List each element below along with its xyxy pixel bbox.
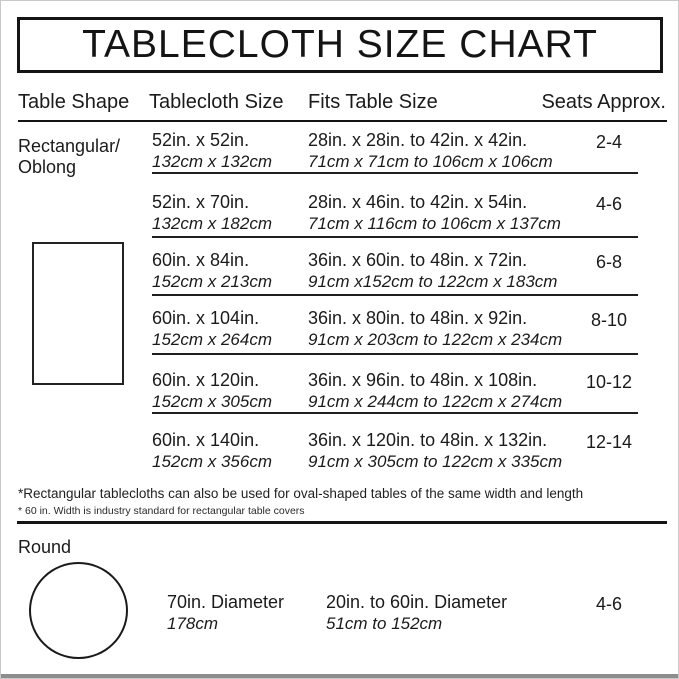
size-inches: 60in. x 140in. bbox=[152, 430, 260, 450]
row-separator bbox=[152, 353, 638, 355]
row-separator bbox=[152, 294, 638, 296]
row-separator bbox=[152, 412, 638, 414]
seats-cell: 12-14 bbox=[585, 432, 633, 452]
fits-cm: 91cm x 305cm to 122cm x 335cm bbox=[308, 452, 563, 471]
fits-inches: 36in. x 60in. to 48in. x 72in. bbox=[308, 250, 528, 270]
size-inches: 60in. x 84in. bbox=[152, 250, 250, 270]
tablecloth-size-cell bbox=[152, 431, 272, 471]
size-inches: 60in. x 120in. bbox=[152, 370, 260, 390]
seats-cell: 10-12 bbox=[585, 372, 633, 392]
fits-inches: 36in. x 96in. to 48in. x 108in. bbox=[308, 370, 538, 390]
fits-cm: 71cm x 116cm to 106cm x 137cm bbox=[308, 214, 561, 233]
fits-table-size-cell bbox=[326, 593, 507, 633]
size-inches: 60in. x 104in. bbox=[152, 308, 260, 328]
fits-inches: 28in. x 28in. to 42in. x 42in. bbox=[308, 130, 528, 150]
size-cm: 132cm x 132cm bbox=[152, 152, 272, 171]
section-divider bbox=[17, 521, 667, 524]
bottom-edge-bar bbox=[1, 674, 679, 678]
seats-cell: 2-4 bbox=[595, 132, 622, 152]
size-cm: 152cm x 213cm bbox=[152, 272, 272, 291]
fits-cm: 91cm x 203cm to 122cm x 234cm bbox=[308, 330, 563, 349]
tablecloth-size-cell bbox=[167, 593, 284, 633]
fits-inches: 20in. to 60in. Diameter bbox=[326, 592, 508, 612]
title-box bbox=[17, 17, 663, 73]
tablecloth-size-cell bbox=[152, 131, 272, 171]
table-row bbox=[1, 431, 679, 479]
column-header-seats-approx: Seats Approx. bbox=[541, 91, 666, 113]
seats-cell: 4-6 bbox=[595, 194, 622, 214]
tablecloth-size-cell bbox=[152, 371, 272, 411]
column-header-table-shape: Table Shape bbox=[18, 91, 130, 113]
header-rule bbox=[18, 120, 667, 122]
fits-cm: 51cm to 152cm bbox=[326, 614, 443, 633]
column-header-fits-table-size: Fits Table Size bbox=[308, 91, 438, 113]
fits-table-size-cell bbox=[308, 131, 553, 171]
fits-inches: 28in. x 46in. to 42in. x 54in. bbox=[308, 192, 528, 212]
tablecloth-size-cell bbox=[152, 251, 272, 291]
table-row bbox=[1, 593, 679, 641]
table-row bbox=[1, 193, 679, 241]
size-inches: 52in. x 52in. bbox=[152, 130, 250, 150]
fits-table-size-cell bbox=[308, 251, 557, 291]
row-separator bbox=[152, 172, 638, 174]
shape-label-line2: Oblong bbox=[18, 157, 77, 177]
seats-cell: 8-10 bbox=[590, 310, 628, 330]
size-cm: 178cm bbox=[167, 614, 219, 633]
shape-label-line1: Rectangular/ bbox=[18, 136, 121, 156]
table-row bbox=[1, 251, 679, 299]
fits-inches: 36in. x 120in. to 48in. x 132in. bbox=[308, 430, 548, 450]
size-cm: 152cm x 305cm bbox=[152, 392, 272, 411]
page-title: TABLECLOTH SIZE CHART bbox=[82, 23, 598, 66]
footnote-oval-use: *Rectangular tablecloths can also be used for oval-shaped tables of the same width and length bbox=[18, 486, 584, 501]
fits-table-size-cell bbox=[308, 193, 561, 233]
footnote-width-standard: * 60 in. Width is industry standard for rectangular table covers bbox=[18, 505, 305, 517]
size-inches: 52in. x 70in. bbox=[152, 192, 250, 212]
seats-cell: 4-6 bbox=[595, 594, 622, 614]
table-row bbox=[1, 309, 679, 357]
size-inches: 70in. Diameter bbox=[167, 592, 285, 612]
tablecloth-size-cell bbox=[152, 193, 272, 233]
column-header-tablecloth-size: Tablecloth Size bbox=[149, 91, 284, 113]
size-cm: 132cm x 182cm bbox=[152, 214, 272, 233]
fits-table-size-cell bbox=[308, 371, 562, 411]
size-cm: 152cm x 356cm bbox=[152, 452, 272, 471]
fits-table-size-cell bbox=[308, 431, 562, 471]
fits-cm: 91cm x152cm to 122cm x 183cm bbox=[308, 272, 558, 291]
fits-inches: 36in. x 80in. to 48in. x 92in. bbox=[308, 308, 528, 328]
round-section-label: Round bbox=[18, 537, 72, 557]
tablecloth-size-cell bbox=[152, 309, 272, 349]
fits-cm: 71cm x 71cm to 106cm x 106cm bbox=[308, 152, 553, 171]
size-cm: 152cm x 264cm bbox=[152, 330, 272, 349]
fits-cm: 91cm x 244cm to 122cm x 274cm bbox=[308, 392, 563, 411]
row-separator bbox=[152, 236, 638, 238]
fits-table-size-cell bbox=[308, 309, 562, 349]
seats-cell: 6-8 bbox=[595, 252, 622, 272]
